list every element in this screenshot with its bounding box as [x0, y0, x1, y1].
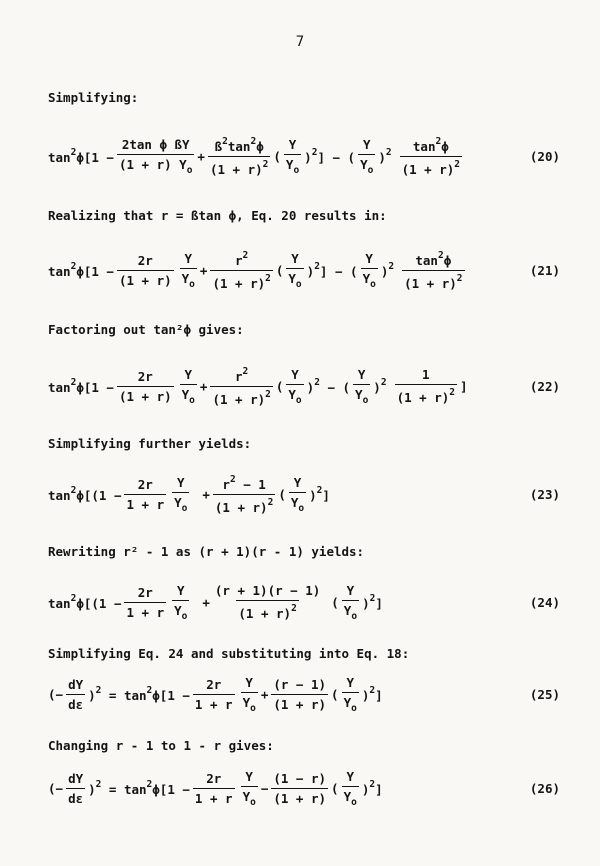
equation-number-20: (20)	[529, 148, 560, 164]
equation-25: (− $\frac{dY}{d\varepsilon}$ )$^2 = \tan^2\phi[1$ − $\frac{2r}{1 + r}$ $\frac{Y}{Y_o}$ + $\frac{(r - 1)}{(1 + r)}$ ( $\frac{Y}{Y_o}$ )$^2$]	[48, 674, 383, 714]
equation-22: $\tan^2\phi[1$ − $\frac{2r}{(1 + r)}$ $\frac{Y}{Y_o}$ + $\frac{r^2}{(1 + r)^2}$ ( $\frac{Y}{Y_o}$ )$^2$ − ( $\frac{Y}{Y_o}$ )$^2$ $\frac{1}{(1 + r)^2}$ ]	[48, 365, 468, 407]
paragraph-realizing: Realizing that r = ßtan ϕ, Eq. 20 results in:	[48, 208, 387, 223]
equation-21: $\tan^2\phi[1$ − $\frac{2r}{(1 + r)}$ $\frac{Y}{Y_o}$ + $\frac{r^2}{(1 + r)^2}$ ( $\frac{Y}{Y_o}$ )$^2$] − ( $\frac{Y}{Y_o}$ )$^2$ $\frac{\tan^2\phi}{(1 + r)^2}$	[48, 249, 463, 291]
paragraph-changing: Changing r - 1 to 1 - r gives:	[48, 738, 274, 753]
equation-number-23: (23)	[529, 486, 560, 502]
paragraph-substituting: Simplifying Eq. 24 and substituting into Eq. 18:	[48, 646, 410, 661]
equation-20: $\tan^2\phi[1$ − $\frac{\text{2tan ϕ ßY}}{(1 + r) Y_o}$ + $\frac{ß^2\tan^2\phi}{(1 + r)^2}$ ( $\frac{Y}{Y_o}$ )$^2$] − ( $\frac{Y}{Y_o}$ )$^2$ $\frac{\tan^2\phi}{(1 + r)^2}$	[48, 135, 461, 177]
equation-26-row	[0, 758, 600, 818]
equation-number-21: (21)	[529, 262, 560, 278]
equation-24-row	[0, 572, 600, 632]
equation-24: $\tan^2\phi[(1$ − $\frac{2r}{1 + r}$ $\frac{Y}{Y_o}$ + $\frac{(r + 1)(r - 1)}{(1 + r)^2}$ ( $\frac{Y}{Y_o}$ )$^2$]	[48, 582, 383, 622]
equation-25-row	[0, 664, 600, 724]
equation-number-22: (22)	[529, 378, 560, 394]
equation-22-row	[0, 356, 600, 416]
equation-21-row	[0, 240, 600, 300]
page-number: 7	[295, 34, 305, 50]
equation-20-row	[0, 126, 600, 186]
equation-number-26: (26)	[529, 780, 560, 796]
equation-number-24: (24)	[529, 594, 560, 610]
equation-number-25: (25)	[529, 686, 560, 702]
paragraph-simplifying-further: Simplifying further yields:	[48, 436, 252, 451]
equation-23: $\tan^2\phi[(1$ − $\frac{2r}{1 + r}$ $\frac{Y}{Y_o}$ + $\frac{r^2 - 1}{(1 + r)^2}$ ( $\frac{Y}{Y_o}$ )$^2$]	[48, 473, 330, 515]
equation-26: (− $\frac{dY}{d\varepsilon}$ )$^2 = \tan^2\phi[1$ − $\frac{2r}{1 + r}$ $\frac{Y}{Y_o}$ − $\frac{(1 - r)}{(1 + r)}$ ( $\frac{Y}{Y_o}$ )$^2$]	[48, 768, 383, 808]
paragraph-rewriting: Rewriting r² - 1 as (r + 1)(r - 1) yields:	[48, 544, 365, 559]
paragraph-factoring: Factoring out tan²ϕ gives:	[48, 322, 244, 337]
equation-23-row	[0, 464, 600, 524]
paragraph-simplifying: Simplifying:	[48, 90, 139, 105]
